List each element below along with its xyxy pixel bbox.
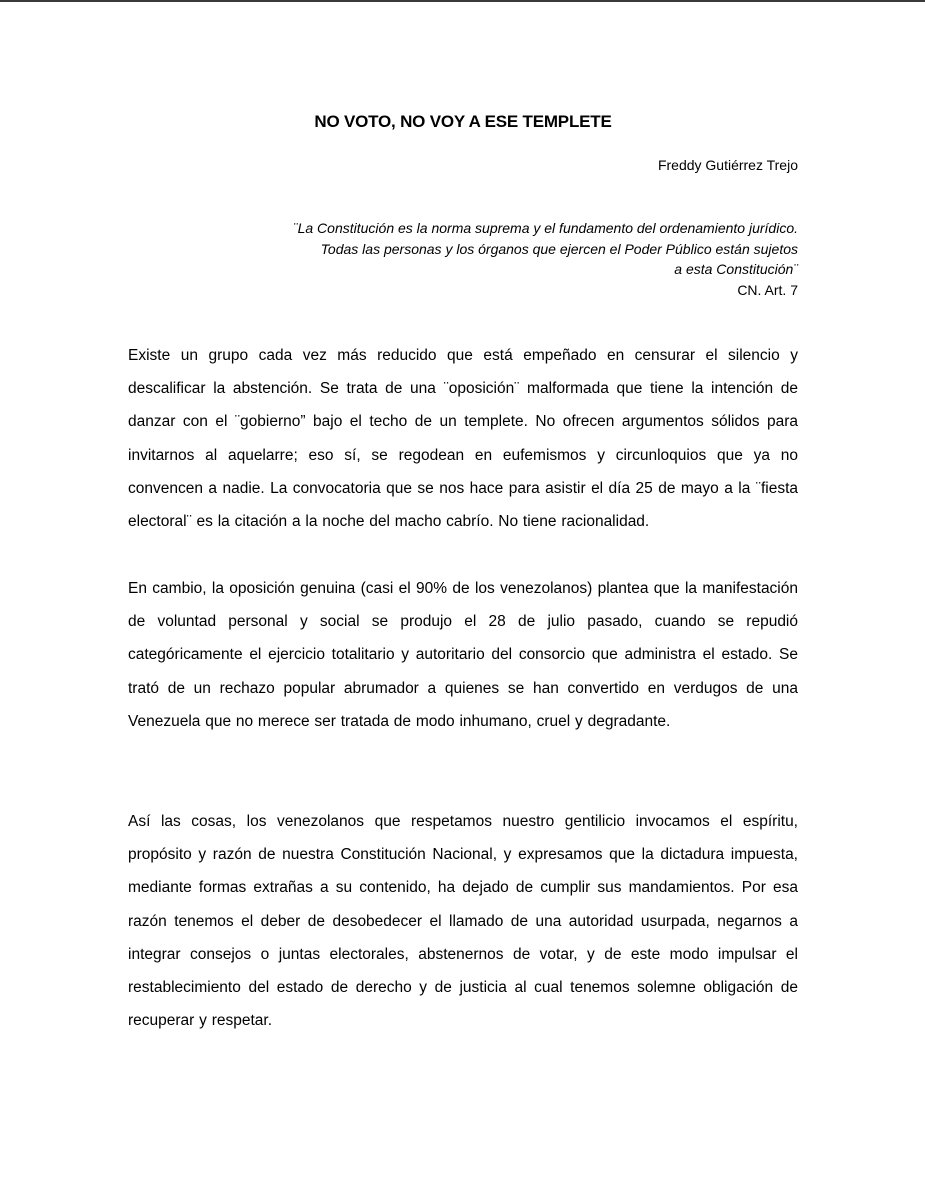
author-name: Freddy Gutiérrez Trejo bbox=[657, 157, 798, 173]
epigraph-quote bbox=[178, 218, 798, 300]
body-paragraph-3: Así las cosas, los venezolanos que respetamos nuestro gentilicio invocamos el espíritu, propósito y razón de nuestra Constitución Nacional, y expresamos que la dictadura impuesta, mediante formas extrañas a su contenido, ha dejado de cumplir sus mandamientos. Por esa razón tenemos el deber de desobedecer el llamado de una autoridad usurpada, negarnos a integrar consejos o juntas electorales, abstenernos de votar, y de este modo impulsar el restablecimiento del estado de derecho y de justicia al cual tenemos solemne obligación de recuperar y respetar. bbox=[128, 813, 798, 1030]
epigraph-line: Todas las personas y los órganos que ejercen el Poder Público están sujetos bbox=[320, 240, 798, 257]
epigraph-line: a esta Constitución¨ bbox=[674, 261, 798, 277]
epigraph-line: ¨La Constitución es la norma suprema y el fundamento del ordenamiento jurídico. bbox=[292, 220, 798, 236]
epigraph-citation: CN. Art. 7 bbox=[737, 281, 798, 298]
document-title: NO VOTO, NO VOY A ESE TEMPLETE bbox=[314, 112, 612, 131]
body-paragraph-2: En cambio, la oposición genuina (casi el 90% de los venezolanos) plantea que la manifestación de voluntad personal y social se produjo el 28 de julio pasado, cuando se repudió categóricamente el ejercicio totalitario y autoritario del consorcio que administra el estado. Se trató de un rechazo popular abrumador a quienes se han convertido en verdugos de una Venezuela que no merece ser tratada de modo inhumano, cruel y degradante. bbox=[128, 580, 798, 730]
page-top-border bbox=[0, 0, 925, 2]
body-paragraph-1: Existe un grupo cada vez más reducido que está empeñado en censurar el silencio y descalificar la abstención. Se trata de una ¨oposición¨ malformada que tiene la intención de danzar con el ¨gobierno” bajo el techo de un templete. No ofrecen argumentos sólidos para invitarnos al aquelarre; eso sí, se regodean en eufemismos y circunloquios que ya no convencen a nadie. La convocatoria que se nos hace para asistir el día 25 de mayo a la ¨fiesta electoral¨ es la citación a la noche del macho cabrío. No tiene racionalidad. bbox=[128, 347, 798, 531]
